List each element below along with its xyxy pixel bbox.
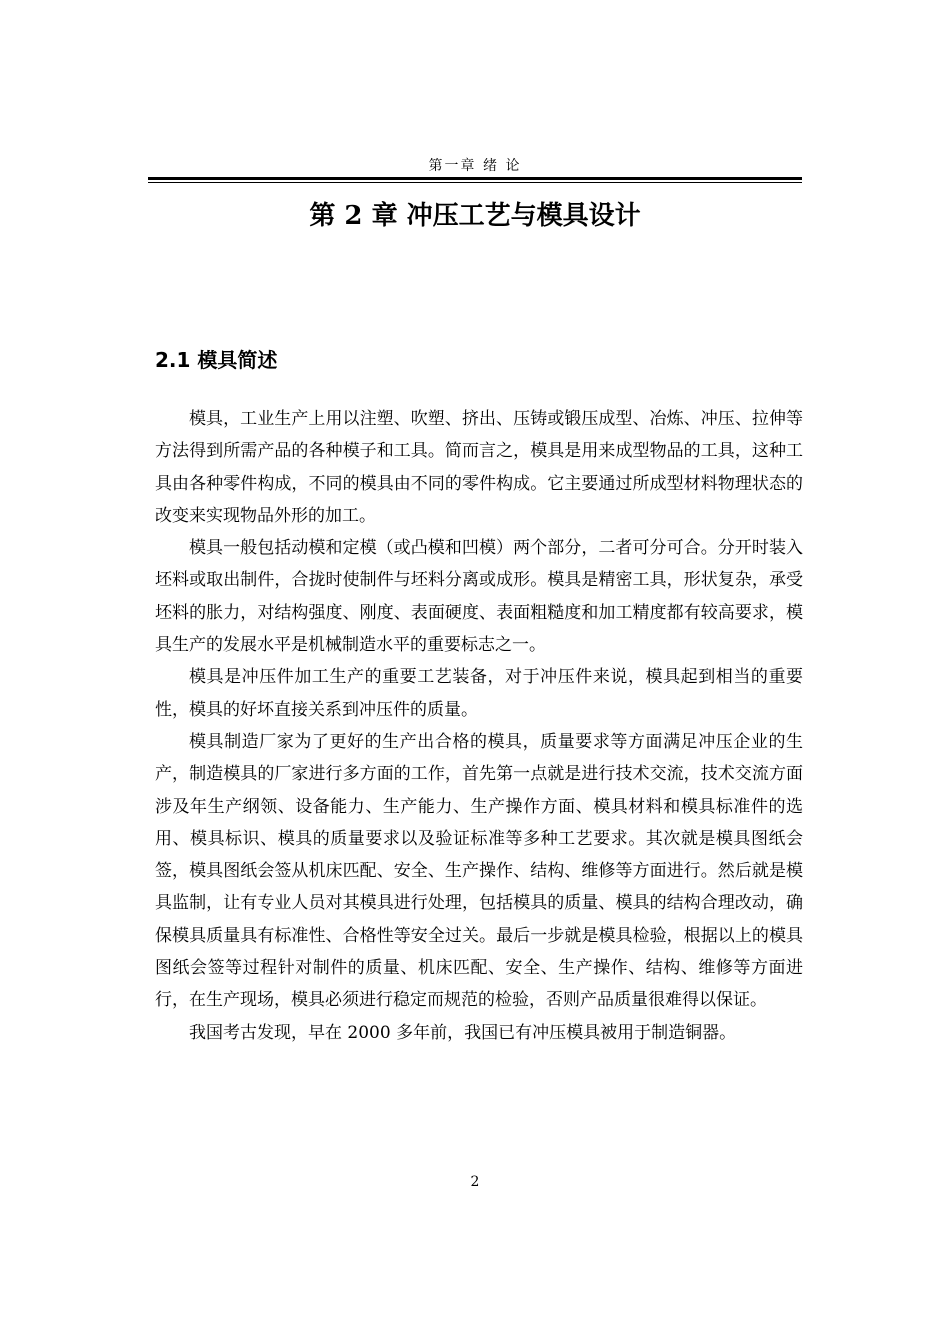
paragraph-5: 我国考古发现，早在 2000 多年前，我国已有冲压模具被用于制造铜器。 bbox=[189, 1022, 737, 1043]
section-heading: 2.1 模具简述 bbox=[155, 348, 278, 372]
header-rule-thin bbox=[148, 182, 802, 183]
header-rule-thick bbox=[148, 177, 802, 180]
chapter-title: 第 2 章 冲压工艺与模具设计 bbox=[309, 201, 641, 231]
paragraph-3: 模具是冲压件加工生产的重要工艺装备，对于冲压件来说，模具起到相当的重要性，模具的好坏直接关系到冲压件的质量。 bbox=[155, 667, 803, 720]
page-number: 2 bbox=[470, 1174, 480, 1190]
paragraph-2: 模具一般包括动模和定模（或凸模和凹模）两个部分，二者可分可合。分开时装入坯料或取出制件，合拢时使制件与坯料分离或成形。模具是精密工具，形状复杂，承受坯料的胀力，对结构强度、刚度、表面硬度、表面粗糙度和加工精度都有较高要求，模具生产的发展水平是机械制造水平的重要标志之一。 bbox=[155, 538, 803, 656]
running-header: 第一章 绪 论 bbox=[428, 158, 522, 174]
paragraph-1: 模具，工业生产上用以注塑、吹塑、挤出、压铸或锻压成型、冶炼、冲压、拉伸等方法得到所需产品的各种模子和工具。简而言之，模具是用来成型物品的工具，这种工具由各种零件构成，不同的模具由不同的零件构成。它主要通过所成型材料物理状态的改变来实现物品外形的加工。 bbox=[155, 409, 803, 526]
body-text bbox=[155, 403, 803, 1049]
paragraph-4: 模具制造厂家为了更好的生产出合格的模具，质量要求等方面满足冲压企业的生产，制造模具的厂家进行多方面的工作，首先第一点就是进行技术交流，技术交流方面涉及年生产纲领、设备能力、生产能力、生产操作方面、模具材料和模具标准件的选用、模具标识、模具的质量要求以及验证标准等多种工艺要求。其次就是模具图纸会签，模具图纸会签从机床匹配、安全、生产操作、结构、维修等方面进行。然后就是模具监制，让有专业人员对其模具进行处理，包括模具的质量、模具的结构合理改动，确保模具质量具有标准性、合格性等安全过关。最后一步就是模具检验，根据以上的模具图纸会签等过程针对制件的质量、机床匹配、安全、生产操作、结构、维修等方面进行，在生产现场，模具必须进行稳定而规范的检验，否则产品质量很难得以保证。 bbox=[155, 731, 803, 1011]
